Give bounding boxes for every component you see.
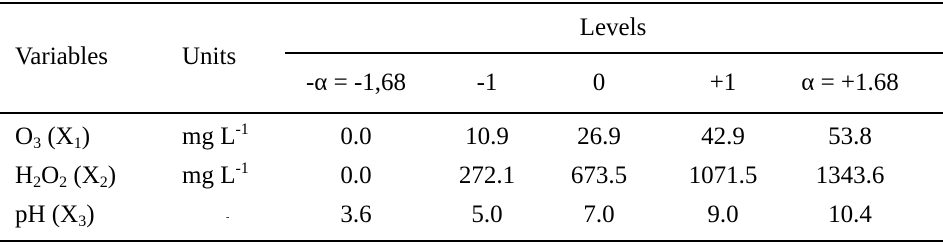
row-ph-value: 7.0 [583, 201, 615, 228]
row-ph-value: 10.4 [828, 201, 872, 228]
table-bottom-rule [0, 240, 943, 242]
row-o3-unit: mg $L^{-1}$ [182, 121, 249, 150]
row-h2o2-variable: $H_2O_2$ $(X_2)$ [15, 162, 117, 191]
header-bottom-rule [0, 112, 943, 114]
table-top-rule [0, 2, 943, 4]
row-ph-value: 5.0 [471, 201, 503, 228]
row-o3-value: 0.0 [340, 123, 372, 150]
row-ph-value: 9.0 [707, 201, 739, 228]
row-o3-variable: $O_3$ $(X_1)$ [15, 123, 91, 152]
level-code-plus-alpha: α = +1.68 [801, 69, 899, 96]
row-o3-value: 26.9 [577, 123, 621, 150]
row-o3-value: 10.9 [465, 123, 509, 150]
row-o3-value: 53.8 [828, 123, 872, 150]
row-h2o2-value: 0.0 [340, 162, 372, 189]
header-units: Units [182, 43, 237, 70]
row-ph-variable: pH $(X_3)$ [15, 201, 95, 230]
row-h2o2-value: 1343.6 [815, 162, 885, 189]
row-h2o2-unit: mg $L^{-1}$ [182, 160, 249, 189]
level-code-minus-alpha: -α = -1,68 [305, 69, 407, 96]
row-ph-value: 3.6 [340, 201, 372, 228]
header-levels: Levels [579, 14, 647, 41]
row-h2o2-value: 272.1 [458, 162, 516, 189]
level-code-plus-1: +1 [709, 69, 737, 96]
level-code-0: 0 [592, 69, 606, 96]
header-variables: Variables [15, 43, 109, 70]
row-h2o2-value: 673.5 [570, 162, 628, 189]
levels-underline-rule [285, 52, 943, 54]
row-o3-value: 42.9 [701, 123, 745, 150]
level-code-minus-1: -1 [476, 69, 498, 96]
row-ph-unit: - [226, 212, 230, 223]
row-h2o2-value: 1071.5 [688, 162, 758, 189]
